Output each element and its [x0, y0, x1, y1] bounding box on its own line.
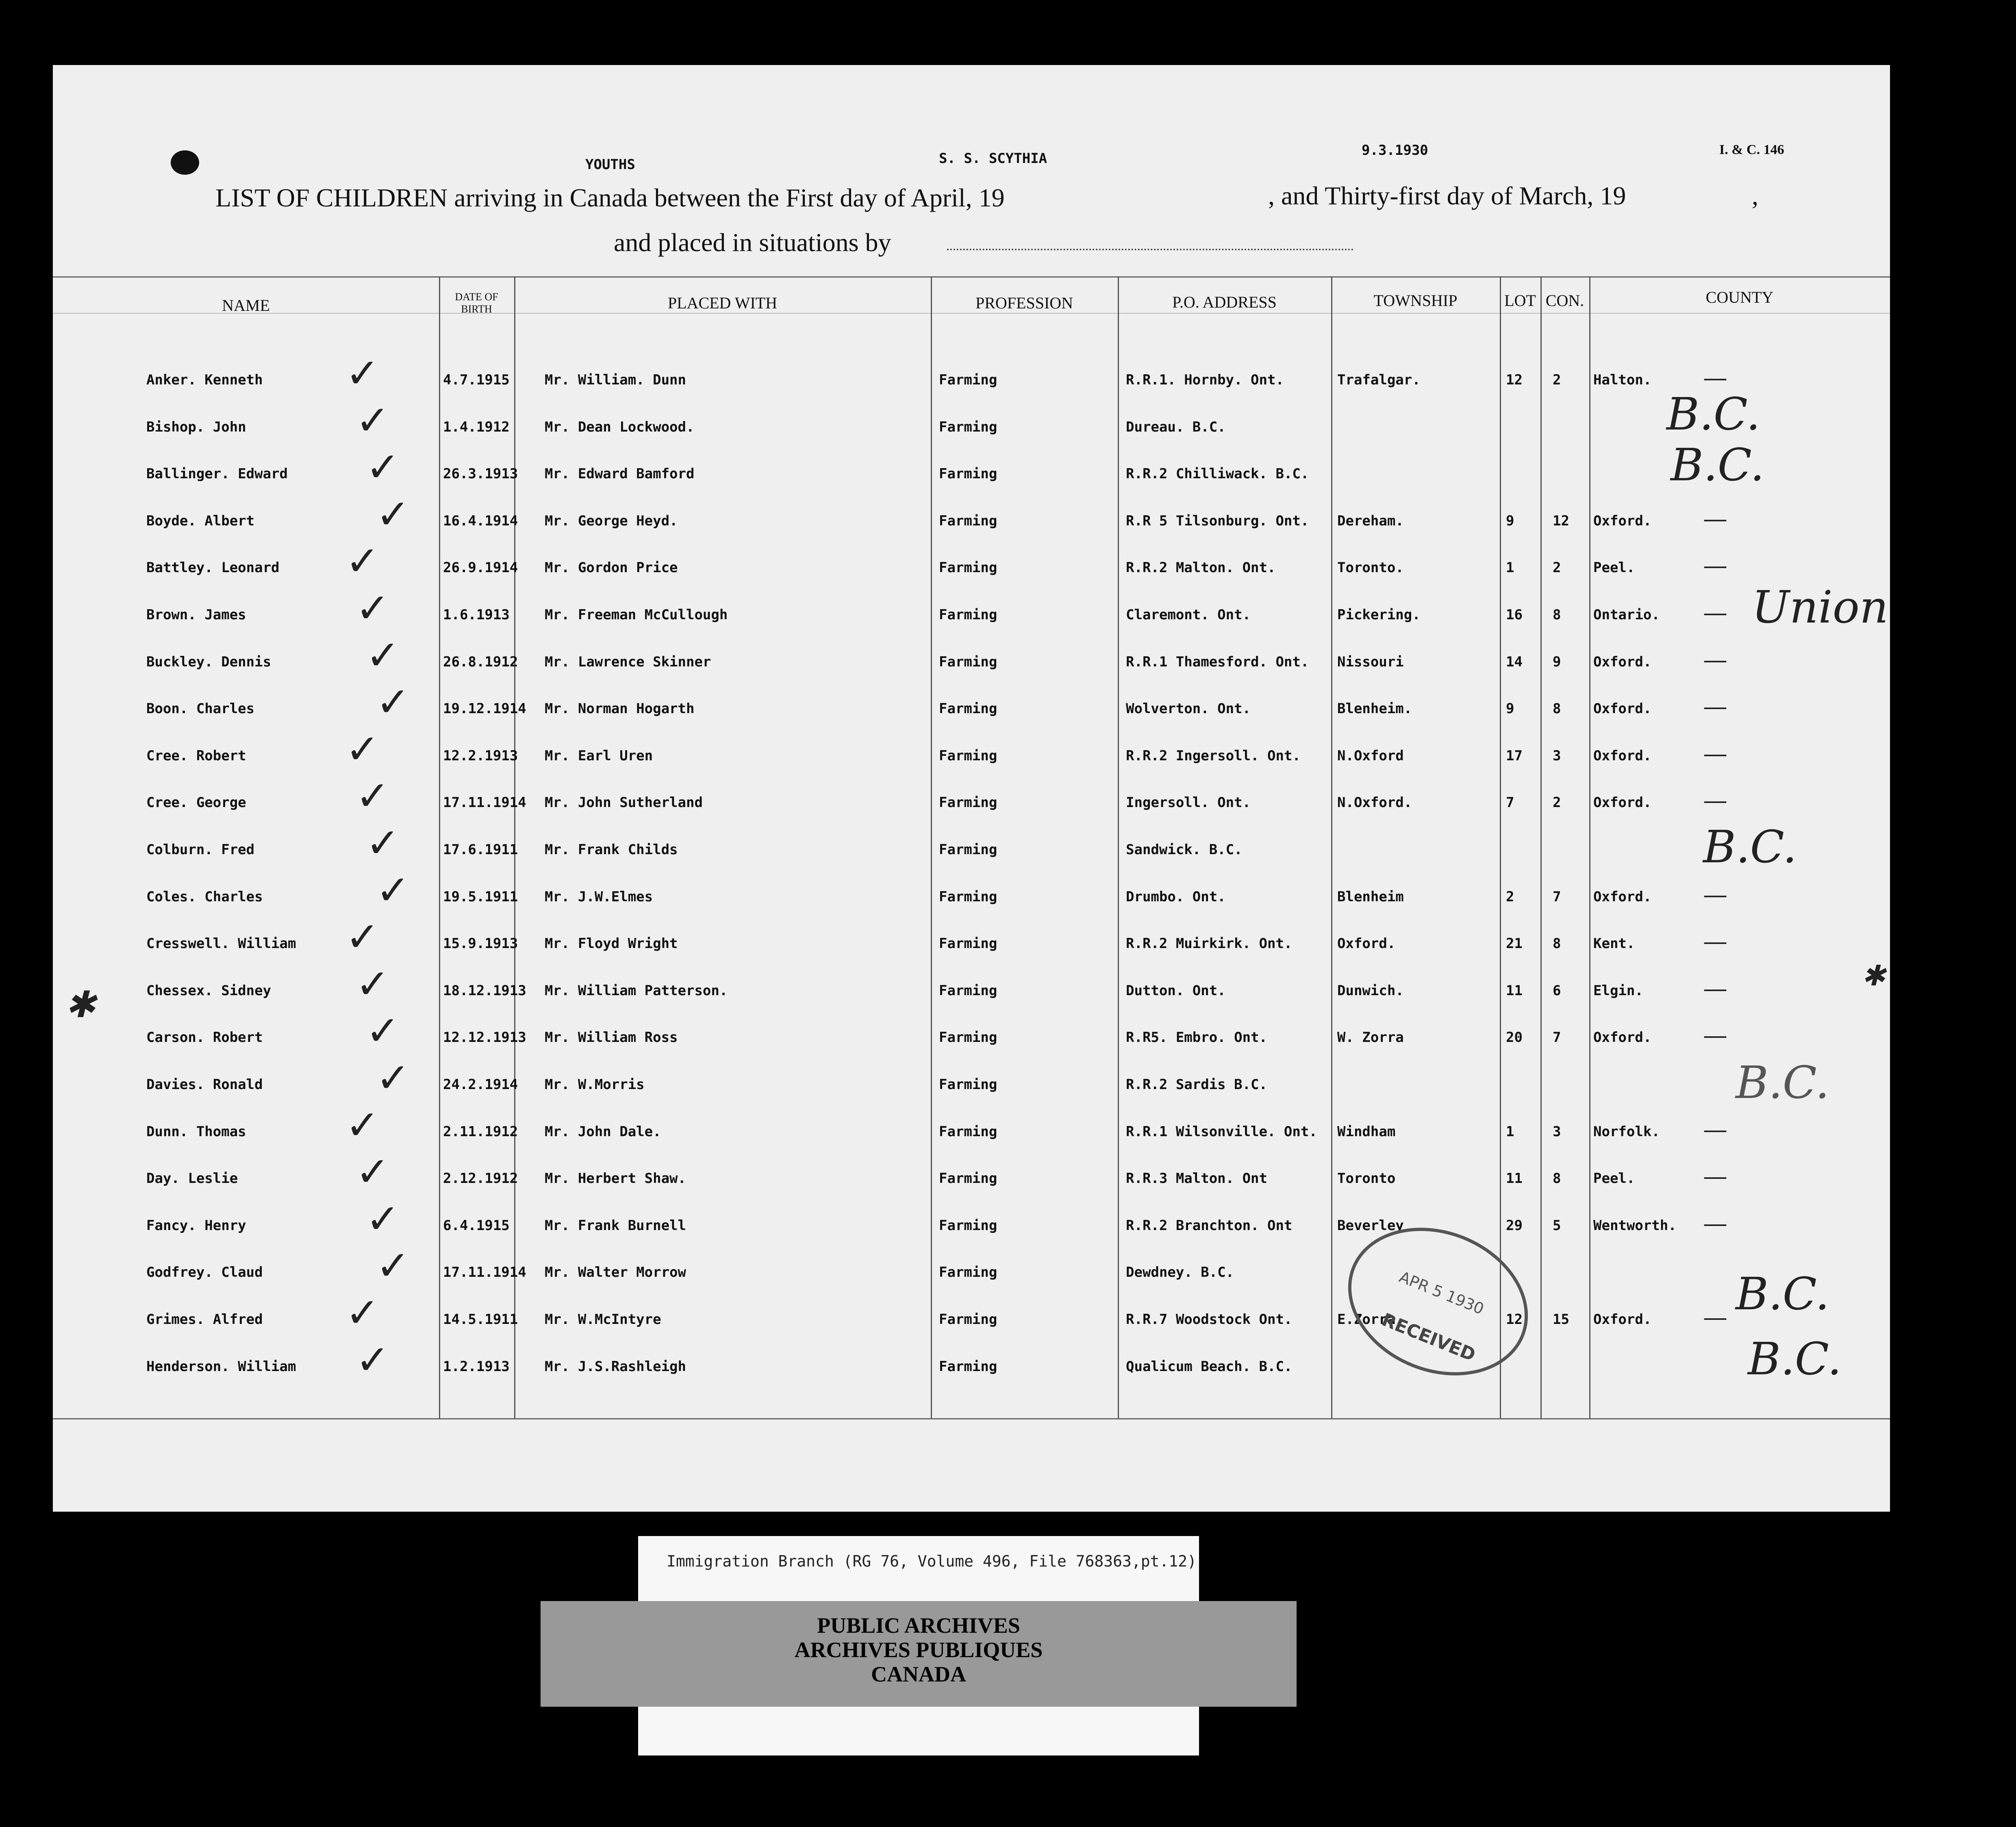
po-address: R.R.1 Thamesford. Ont.: [1126, 653, 1309, 670]
child-name: Buckley. Dennis: [146, 653, 272, 670]
title-line-1: LIST OF CHILDREN arriving in Canada between the First day of April, 19: [215, 183, 1005, 212]
profession: Farming: [939, 888, 997, 905]
township: Dunwich.: [1337, 982, 1404, 999]
archive-label: [638, 1536, 1199, 1755]
po-address: Wolverton. Ont.: [1126, 701, 1251, 717]
col-divider: [1540, 276, 1542, 1418]
col-header-dob-2: BIRTH: [461, 303, 492, 315]
date-of-birth: 4.7.1915: [443, 372, 510, 388]
check-mark-icon: ✓: [356, 1148, 390, 1196]
check-mark-icon: ✓: [366, 1195, 400, 1243]
profession: Farming: [939, 466, 997, 482]
profession: Farming: [939, 1170, 997, 1187]
placed-with: Mr. Floyd Wright: [545, 935, 678, 952]
county: Wentworth.: [1593, 1217, 1677, 1234]
check-mark-icon: ✓: [356, 960, 390, 1008]
township: Blenheim: [1337, 888, 1404, 905]
concession: 8: [1553, 1170, 1561, 1187]
tick-dash-icon: —: [1703, 974, 1727, 1003]
date-of-birth: 14.5.1911: [443, 1311, 518, 1328]
lot: 12: [1506, 372, 1523, 388]
po-address: R.R.2 Chilliwack. B.C.: [1126, 466, 1309, 482]
placed-with: Mr. John Dale.: [545, 1123, 661, 1140]
col-header-township: TOWNSHIP: [1373, 291, 1458, 310]
col-divider: [1331, 276, 1332, 1418]
handwritten-bc: B.C.: [1703, 821, 1797, 873]
child-name: Coles. Charles: [146, 888, 263, 905]
child-name: Boyde. Albert: [146, 512, 255, 529]
handwritten-bc: B.C.: [1671, 439, 1765, 491]
child-name: Cresswell. William: [146, 935, 296, 952]
placed-with: Mr. W.Morris: [545, 1076, 645, 1093]
check-mark-icon: ✓: [345, 1101, 380, 1149]
lot: 1: [1506, 1123, 1514, 1140]
po-address: R.R.2 Muirkirk. Ont.: [1126, 935, 1293, 952]
profession: Farming: [939, 560, 997, 576]
child-name: Ballinger. Edward: [146, 466, 288, 482]
check-mark-icon: ✓: [376, 1054, 410, 1102]
tick-dash-icon: —: [1703, 786, 1727, 815]
form-number: I. & C. 146: [1719, 142, 1784, 157]
placed-with: Mr. Earl Uren: [545, 747, 653, 764]
child-name: Chessex. Sidney: [146, 982, 272, 999]
tick-dash-icon: —: [1703, 599, 1727, 627]
col-divider: [931, 276, 932, 1418]
concession: 8: [1553, 935, 1561, 952]
concession: 2: [1553, 372, 1561, 388]
po-address: R.R.3 Malton. Ont: [1126, 1170, 1267, 1187]
county: Oxford.: [1593, 888, 1652, 905]
concession: 7: [1553, 1029, 1561, 1046]
check-mark-icon: ✓: [356, 772, 390, 820]
po-address: R.R5. Embro. Ont.: [1126, 1029, 1267, 1046]
check-mark-icon: ✓: [356, 584, 390, 632]
handwritten-bc: B.C.: [1736, 1057, 1830, 1109]
profession: Farming: [939, 982, 997, 999]
check-mark-icon: ✓: [345, 725, 380, 773]
township: Toronto: [1337, 1170, 1396, 1187]
township: E.Zorra: [1337, 1311, 1396, 1328]
archive-reference: Immigration Branch (RG 76, Volume 496, File 768363,pt.12): [667, 1552, 1197, 1570]
child-name: Godfrey. Claud: [146, 1264, 263, 1281]
lot: 29: [1506, 1217, 1523, 1234]
tick-dash-icon: —: [1703, 1162, 1727, 1191]
concession: 8: [1553, 701, 1561, 717]
concession: 9: [1553, 653, 1561, 670]
child-name: Fancy. Henry: [146, 1217, 246, 1234]
county: Peel.: [1593, 1170, 1635, 1187]
concession: 2: [1553, 560, 1561, 576]
lot: 17: [1506, 747, 1523, 764]
archive-line-1: PUBLIC ARCHIVES: [817, 1613, 1020, 1638]
date-of-birth: 12.2.1913: [443, 747, 518, 764]
concession: 12: [1553, 512, 1569, 529]
po-address: Qualicum Beach. B.C.: [1126, 1358, 1293, 1375]
lot: 11: [1506, 1170, 1523, 1187]
col-header-placed-with: PLACED WITH: [667, 294, 778, 312]
placed-with: Mr. J.W.Elmes: [545, 888, 653, 905]
po-address: Sandwick. B.C.: [1126, 842, 1243, 858]
date-of-birth: 6.4.1915: [443, 1217, 510, 1234]
profession: Farming: [939, 842, 997, 858]
check-mark-icon: ✓: [345, 913, 380, 961]
star-mark-icon: ✱: [1862, 959, 1886, 992]
document-page: [53, 65, 1890, 1512]
child-name: Bishop. John: [146, 419, 246, 435]
lot: 11: [1506, 982, 1523, 999]
handwritten-bc: B.C.: [1736, 1268, 1830, 1320]
lot: 9: [1506, 701, 1514, 717]
date-of-birth: 1.4.1912: [443, 419, 510, 435]
township: Nissouri: [1337, 653, 1404, 670]
lot: 2: [1506, 888, 1514, 905]
date-of-birth: 1.6.1913: [443, 607, 510, 623]
po-address: R.R.2 Malton. Ont.: [1126, 560, 1276, 576]
table-top-rule: [53, 276, 1890, 278]
profession: Farming: [939, 747, 997, 764]
col-header-dob-1: DATE OF: [455, 291, 498, 303]
township: Windham: [1337, 1123, 1396, 1140]
tick-dash-icon: —: [1703, 1115, 1727, 1144]
profession: Farming: [939, 1311, 997, 1328]
county: Oxford.: [1593, 1311, 1652, 1328]
placed-with: Mr. William Ross: [545, 1029, 678, 1046]
placed-with: Mr. Lawrence Skinner: [545, 653, 711, 670]
placed-with: Mr. William. Dunn: [545, 372, 686, 388]
concession: 3: [1553, 747, 1561, 764]
county: Elgin.: [1593, 982, 1643, 999]
concession: 2: [1553, 794, 1561, 811]
lot: 9: [1506, 512, 1514, 529]
po-address: Drumbo. Ont.: [1126, 888, 1226, 905]
date-of-birth: 1.2.1913: [443, 1358, 510, 1375]
check-mark-icon: ✓: [366, 443, 400, 491]
profession: Farming: [939, 1029, 997, 1046]
check-mark-icon: ✓: [356, 1336, 390, 1384]
check-mark-icon: ✓: [345, 1289, 380, 1337]
child-name: Boon. Charles: [146, 701, 255, 717]
child-name: Davies. Ronald: [146, 1076, 263, 1093]
placed-with: Mr. John Sutherland: [545, 794, 703, 811]
col-divider: [439, 276, 440, 1418]
tick-dash-icon: —: [1703, 504, 1727, 533]
po-address: R.R.2 Sardis B.C.: [1126, 1076, 1267, 1093]
township: Beverley: [1337, 1217, 1404, 1234]
profession: Farming: [939, 607, 997, 623]
county: Oxford.: [1593, 653, 1652, 670]
title-line-1b: , and Thirty-first day of March, 19: [1268, 181, 1626, 210]
county: Halton.: [1593, 372, 1652, 388]
child-name: Henderson. William: [146, 1358, 296, 1375]
placed-with: Mr. Walter Morrow: [545, 1264, 686, 1281]
check-mark-icon: ✓: [366, 631, 400, 679]
tick-dash-icon: —: [1703, 927, 1727, 956]
tick-dash-icon: —: [1703, 880, 1727, 909]
title-line-2: and placed in situations by: [614, 228, 891, 257]
po-address: R.R 5 Tilsonburg. Ont.: [1126, 512, 1309, 529]
date-of-birth: 17.11.1914: [443, 1264, 526, 1281]
profession: Farming: [939, 1217, 997, 1234]
check-mark-icon: ✓: [376, 490, 410, 538]
child-name: Battley. Leonard: [146, 560, 280, 576]
profession: Farming: [939, 1076, 997, 1093]
header-date: 9.3.1930: [1362, 142, 1428, 158]
concession: 7: [1553, 888, 1561, 905]
handwritten-bc: B.C.: [1666, 388, 1761, 440]
profession: Farming: [939, 1358, 997, 1375]
check-mark-icon: ✓: [376, 678, 410, 726]
placed-with: Mr. Dean Lockwood.: [545, 419, 695, 435]
placed-with: Mr. Herbert Shaw.: [545, 1170, 686, 1187]
lot: 1: [1506, 560, 1514, 576]
profession: Farming: [939, 419, 997, 435]
county: Oxford.: [1593, 701, 1652, 717]
check-mark-icon: ✓: [345, 537, 380, 585]
placed-with: Mr. Edward Bamford: [545, 466, 695, 482]
child-name: Cree. George: [146, 794, 246, 811]
county: Oxford.: [1593, 794, 1652, 811]
stamp-received: RECEIVED: [1379, 1309, 1479, 1366]
stamp-date: APR 5 1930: [1397, 1268, 1487, 1318]
township: Pickering.: [1337, 607, 1421, 623]
header-ship: S. S. SCYTHIA: [939, 150, 1047, 167]
placed-by-blank: [947, 249, 1353, 250]
po-address: Dutton. Ont.: [1126, 982, 1226, 999]
township: Trafalgar.: [1337, 372, 1421, 388]
tick-dash-icon: —: [1703, 645, 1727, 674]
child-name: Colburn. Fred: [146, 842, 255, 858]
profession: Farming: [939, 1264, 997, 1281]
profession: Farming: [939, 653, 997, 670]
lot: 14: [1506, 653, 1523, 670]
po-address: R.R.2 Branchton. Ont: [1126, 1217, 1293, 1234]
county: Norfolk.: [1593, 1123, 1660, 1140]
tick-dash-icon: —: [1703, 364, 1727, 392]
placed-with: Mr. Freeman McCullough: [545, 607, 728, 623]
date-of-birth: 26.8.1912: [443, 653, 518, 670]
date-of-birth: 26.9.1914: [443, 560, 518, 576]
township: Blenheim.: [1337, 701, 1412, 717]
archive-stamp-text: [638, 1613, 1199, 1686]
concession: 5: [1553, 1217, 1561, 1234]
child-name: Brown. James: [146, 607, 246, 623]
county: Oxford.: [1593, 747, 1652, 764]
township: W. Zorra: [1337, 1029, 1404, 1046]
concession: 8: [1553, 607, 1561, 623]
profession: Farming: [939, 1123, 997, 1140]
concession: 6: [1553, 982, 1561, 999]
placed-with: Mr. W.McIntyre: [545, 1311, 661, 1328]
col-divider: [1589, 276, 1590, 1418]
col-header-profession: PROFESSION: [975, 294, 1073, 312]
county: Ontario.: [1593, 607, 1660, 623]
handwritten-union: Union: [1752, 581, 1888, 633]
handwritten-bc: B.C.: [1748, 1333, 1842, 1385]
col-header-county: COUNTY: [1705, 288, 1774, 306]
star-mark-icon: ✱: [65, 983, 96, 1026]
check-mark-icon: ✓: [376, 866, 410, 914]
county: Oxford.: [1593, 512, 1652, 529]
township: N.Oxford.: [1337, 794, 1412, 811]
date-of-birth: 18.12.1913: [443, 982, 526, 999]
po-address: Dureau. B.C.: [1126, 419, 1226, 435]
col-divider: [1500, 276, 1501, 1418]
placed-with: Mr. Gordon Price: [545, 560, 678, 576]
date-of-birth: 19.12.1914: [443, 701, 526, 717]
col-header-name: NAME: [222, 296, 270, 315]
po-address: Dewdney. B.C.: [1126, 1264, 1234, 1281]
county: Oxford.: [1593, 1029, 1652, 1046]
check-mark-icon: ✓: [376, 1242, 410, 1290]
county: Peel.: [1593, 560, 1635, 576]
col-header-con: CON.: [1545, 291, 1584, 310]
po-address: Claremont. Ont.: [1126, 607, 1251, 623]
profession: Farming: [939, 512, 997, 529]
profession: Farming: [939, 701, 997, 717]
header-youths: YOUTHS: [585, 156, 635, 173]
child-name: Anker. Kenneth: [146, 372, 263, 388]
placed-with: Mr. George Heyd.: [545, 512, 678, 529]
date-of-birth: 19.5.1911: [443, 888, 518, 905]
date-of-birth: 15.9.1913: [443, 935, 518, 952]
placed-with: Mr. Frank Childs: [545, 842, 678, 858]
child-name: Carson. Robert: [146, 1029, 263, 1046]
township: N.Oxford: [1337, 747, 1404, 764]
po-address: Ingersoll. Ont.: [1126, 794, 1251, 811]
date-of-birth: 2.12.1912: [443, 1170, 518, 1187]
date-of-birth: 17.11.1914: [443, 794, 526, 811]
po-address: R.R.1. Hornby. Ont.: [1126, 372, 1284, 388]
table-bottom-rule: [53, 1418, 1890, 1419]
concession: 15: [1553, 1311, 1569, 1328]
date-of-birth: 16.4.1914: [443, 512, 518, 529]
date-of-birth: 17.6.1911: [443, 842, 518, 858]
township: Dereham.: [1337, 512, 1404, 529]
placed-with: Mr. Norman Hogarth: [545, 701, 695, 717]
col-header-lot: LOT: [1504, 291, 1536, 310]
county: Kent.: [1593, 935, 1635, 952]
check-mark-icon: ✓: [345, 349, 380, 397]
lot: 7: [1506, 794, 1514, 811]
tick-dash-icon: —: [1703, 551, 1727, 580]
date-of-birth: 12.12.1913: [443, 1029, 526, 1046]
concession: 3: [1553, 1123, 1561, 1140]
check-mark-icon: ✓: [366, 819, 400, 867]
tick-dash-icon: —: [1703, 1209, 1727, 1238]
child-name: Grimes. Alfred: [146, 1311, 263, 1328]
check-mark-icon: ✓: [356, 396, 390, 444]
po-address: R.R.2 Ingersoll. Ont.: [1126, 747, 1301, 764]
township: Oxford.: [1337, 935, 1396, 952]
tick-dash-icon: —: [1703, 1021, 1727, 1050]
date-of-birth: 2.11.1912: [443, 1123, 518, 1140]
tick-dash-icon: —: [1703, 1303, 1727, 1332]
col-divider: [1118, 276, 1119, 1418]
profession: Farming: [939, 372, 997, 388]
title-comma: ,: [1752, 181, 1758, 210]
child-name: Dunn. Thomas: [146, 1123, 246, 1140]
lot: 21: [1506, 935, 1523, 952]
po-address: R.R.7 Woodstock Ont.: [1126, 1311, 1293, 1328]
archive-line-3: CANADA: [871, 1662, 966, 1686]
col-header-po-address: P.O. ADDRESS: [1172, 293, 1277, 311]
lot: 16: [1506, 607, 1523, 623]
township: Toronto.: [1337, 560, 1404, 576]
profession: Farming: [939, 794, 997, 811]
profession: Farming: [939, 935, 997, 952]
tick-dash-icon: —: [1703, 692, 1727, 721]
placed-with: Mr. William Patterson.: [545, 982, 728, 999]
placed-with: Mr. J.S.Rashleigh: [545, 1358, 686, 1375]
check-mark-icon: ✓: [366, 1007, 400, 1055]
child-name: Cree. Robert: [146, 747, 246, 764]
tick-dash-icon: —: [1703, 739, 1727, 768]
child-name: Day. Leslie: [146, 1170, 238, 1187]
ink-blot: [171, 150, 199, 175]
date-of-birth: 24.2.1914: [443, 1076, 518, 1093]
po-address: R.R.1 Wilsonville. Ont.: [1126, 1123, 1317, 1140]
archive-line-2: ARCHIVES PUBLIQUES: [794, 1638, 1043, 1662]
placed-with: Mr. Frank Burnell: [545, 1217, 686, 1234]
lot: 20: [1506, 1029, 1523, 1046]
lot: 12: [1506, 1311, 1523, 1328]
date-of-birth: 26.3.1913: [443, 466, 518, 482]
